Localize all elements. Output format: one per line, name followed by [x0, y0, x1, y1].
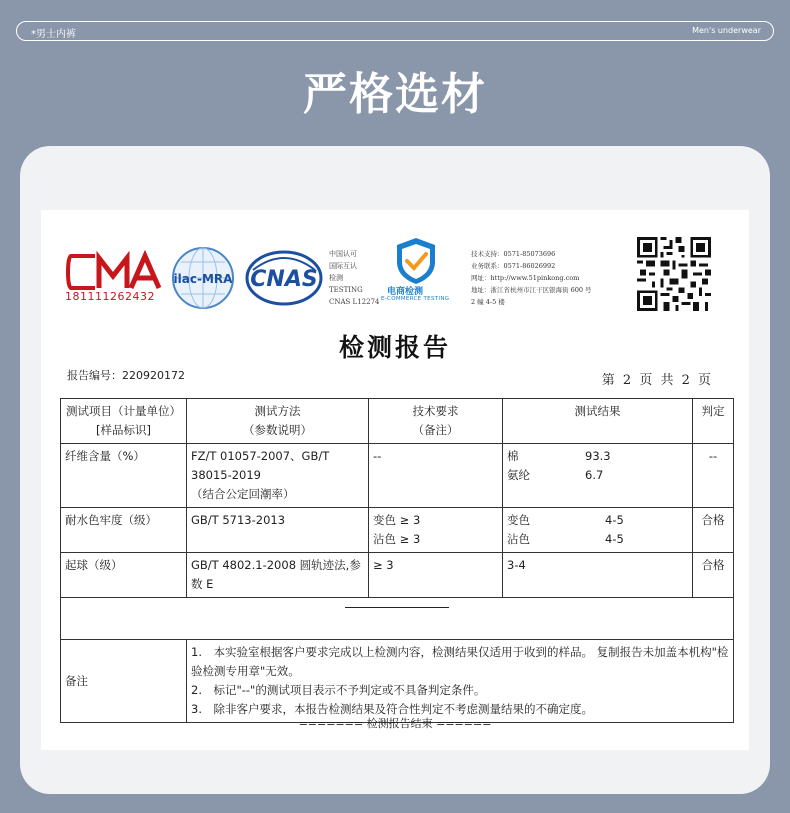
table-row: [61, 444, 734, 508]
result-line: [507, 530, 688, 549]
table-header-row: [61, 399, 734, 444]
remarks-label: 备注: [61, 640, 187, 723]
method-text: FZ/T 01057-2007、GB/T 38015-2019: [191, 449, 330, 482]
result-label: 氨纶: [507, 468, 530, 482]
header-subtext: （参数说明）: [243, 423, 312, 437]
cell-judgement: --: [693, 444, 734, 508]
cell-method: GB/T 5713-2013: [187, 508, 369, 553]
remarks-row: [61, 640, 734, 723]
test-results-table: [60, 398, 734, 723]
cell-item: 纤维含量（%）: [61, 444, 187, 508]
report-end-marker: ======= 检测报告结束 ======: [298, 717, 492, 730]
report-title: 检测报告: [338, 333, 451, 362]
result-value: 93.3: [585, 449, 611, 463]
header-item: [61, 399, 187, 444]
contact-line: 2 幢 4-5 楼: [471, 298, 505, 306]
cell-item: 起球（级）: [61, 553, 187, 598]
report-number: 报告编号：220920172: [67, 369, 185, 382]
header-subtext: （备注）: [412, 423, 459, 437]
result-label: 变色: [507, 513, 530, 527]
ilac-mra-logo-icon: [171, 246, 235, 310]
cnas-logo-text: CNAS: [250, 267, 318, 292]
header-method: [187, 399, 369, 444]
cnas-line: 中国认可: [329, 250, 357, 258]
contact-line: 地址：浙江省杭州市江干区银海街 600 号: [471, 286, 592, 294]
cnas-logo-icon: [245, 250, 323, 306]
cell-requirement: [369, 508, 503, 553]
cell-judgement: 合格: [693, 508, 734, 553]
header-text: 测试项目（计量单位）: [66, 404, 181, 418]
cnas-accreditation-text: [329, 248, 379, 308]
header-text: 技术要求: [412, 404, 459, 418]
eshield-subtitle: E-COMMERCE TESTING: [381, 296, 450, 302]
header-judgement: [693, 399, 734, 444]
remark-item: 1. 本实验室根据客户要求完成以上检测内容，检测结果仅适用于收到的样品。 复制报告未加盖本机构"检验检测专用章"无效。: [191, 645, 729, 678]
contact-line: 技术支持：0571-85073696: [471, 250, 556, 258]
top-banner: [16, 21, 774, 41]
remarks-content: [187, 640, 734, 723]
requirement-line: 变色 ≥ 3: [373, 513, 421, 527]
result-line: [507, 447, 688, 466]
cell-judgement: 合格: [693, 553, 734, 598]
shield-check-icon: [393, 236, 439, 286]
test-report-document: [41, 210, 749, 750]
cell-item: 耐水色牢度（级）: [61, 508, 187, 553]
result-line: [507, 466, 688, 485]
result-value: 6.7: [585, 468, 604, 482]
cell-result: [503, 444, 693, 508]
cnas-line: 国际互认: [329, 262, 357, 270]
result-label: 棉: [507, 449, 519, 463]
cma-certificate-number: 181111262432: [65, 290, 155, 303]
contact-line: 业务联系：0571-86026992: [471, 262, 556, 270]
result-value: 4-5: [605, 532, 624, 546]
header-requirement: [369, 399, 503, 444]
contact-line: 网址：http://www.51pinkong.com: [471, 274, 580, 282]
cell-method: [187, 444, 369, 508]
remark-item: 3. 除非客户要求，本报告检测结果及符合性判定不考虑测量结果的不确定度。: [191, 702, 593, 716]
section-headline: 严格选材: [303, 69, 487, 120]
category-label: *男士内裤: [31, 29, 76, 40]
header-text: 测试结果: [574, 404, 621, 418]
header-text: 测试方法: [254, 404, 301, 418]
table-row-blank: [61, 598, 734, 640]
result-line: [507, 511, 688, 530]
result-label: 沾色: [507, 532, 530, 546]
cnas-line: 检测: [329, 274, 343, 282]
table-row: [61, 553, 734, 598]
header-result: [503, 399, 693, 444]
cell-result: 3-4: [503, 553, 693, 598]
qr-code-icon: [637, 236, 711, 312]
table-row: [61, 508, 734, 553]
divider-line: [345, 607, 449, 608]
header-subtext: [样品标识]: [96, 423, 151, 437]
cnas-line: CNAS L12274: [329, 298, 380, 306]
blank-cell: [61, 598, 734, 640]
requirement-line: 沾色 ≥ 3: [373, 532, 421, 546]
ilac-logo-text: ilac-MRA: [173, 272, 233, 286]
cell-result: [503, 508, 693, 553]
remark-item: 2. 标记"--"的测试项目表示不予判定或不具备判定条件。: [191, 683, 486, 697]
method-note: （结合公定回潮率）: [191, 487, 295, 501]
cell-method: GB/T 4802.1-2008 圆轨迹法,参数 E: [187, 553, 369, 598]
category-english-label: Men's underwear: [692, 26, 761, 35]
page-info: 第 2 页 共 2 页: [601, 373, 713, 388]
header-text: 判定: [701, 404, 725, 418]
result-value: 4-5: [605, 513, 624, 527]
cell-requirement: ≥ 3: [369, 553, 503, 598]
eshield-title: 电商检测: [387, 287, 424, 297]
cnas-line: TESTING: [329, 286, 363, 294]
cell-requirement: --: [369, 444, 503, 508]
contact-info: [471, 248, 592, 308]
